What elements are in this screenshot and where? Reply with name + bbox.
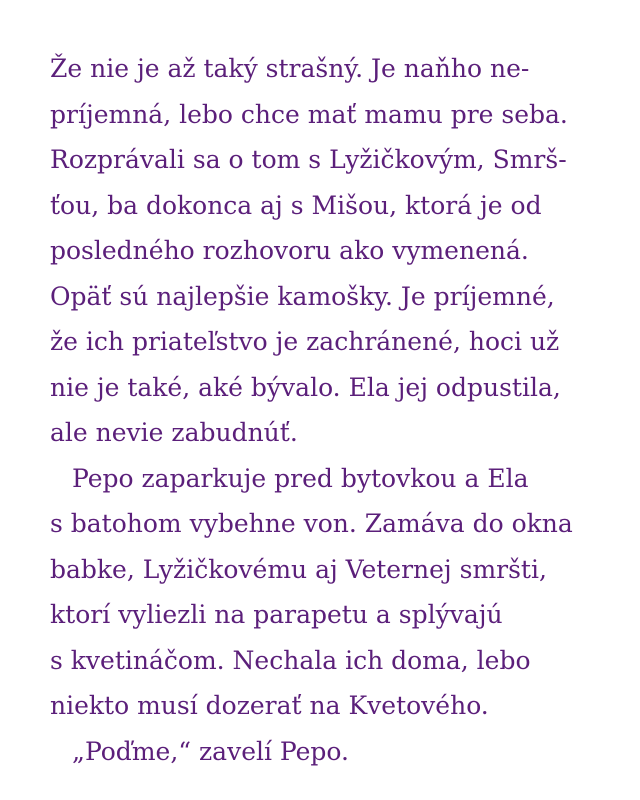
text-line: Rozprávali sa o tom s Lyžičkovým, Smrš- (50, 145, 567, 174)
text-line: nie je také, aké bývalo. Ela jej odpustila, (50, 372, 561, 402)
text-line: babke, Lyžičkovému aj Veternej smršti, (50, 554, 547, 584)
text-line: že ich priateľstvo je zachránené, hoci už (50, 327, 560, 356)
text-line: s batohom vybehne von. Zamáva do okna (50, 509, 573, 538)
text-line: s kvetináčom. Nechala ich doma, lebo (50, 645, 531, 675)
text-line: Že nie je až taký strašný. Je naňho ne- (50, 54, 530, 83)
text-line: ale nevie zabudnúť. (50, 418, 298, 447)
text-line: posledného rozhovoru ako vymenená. (50, 236, 529, 265)
text-line: príjemná, lebo chce mať mamu pre seba. (50, 99, 568, 129)
body-text (50, 46, 620, 774)
text-line: Pepo zaparkuje pred bytovkou a Ela (72, 463, 529, 493)
text-line: „Poďme,“ zavelí Pepo. (72, 736, 349, 766)
text-line: Opäť sú najlepšie kamošky. Je príjemné, (50, 281, 555, 311)
text-line: niekto musí dozerať na Kvetového. (50, 691, 489, 720)
text-line: ťou, ba dokonca aj s Mišou, ktorá je od (50, 190, 542, 220)
text-line: ktorí vyliezli na parapetu a splývajú (50, 600, 503, 629)
